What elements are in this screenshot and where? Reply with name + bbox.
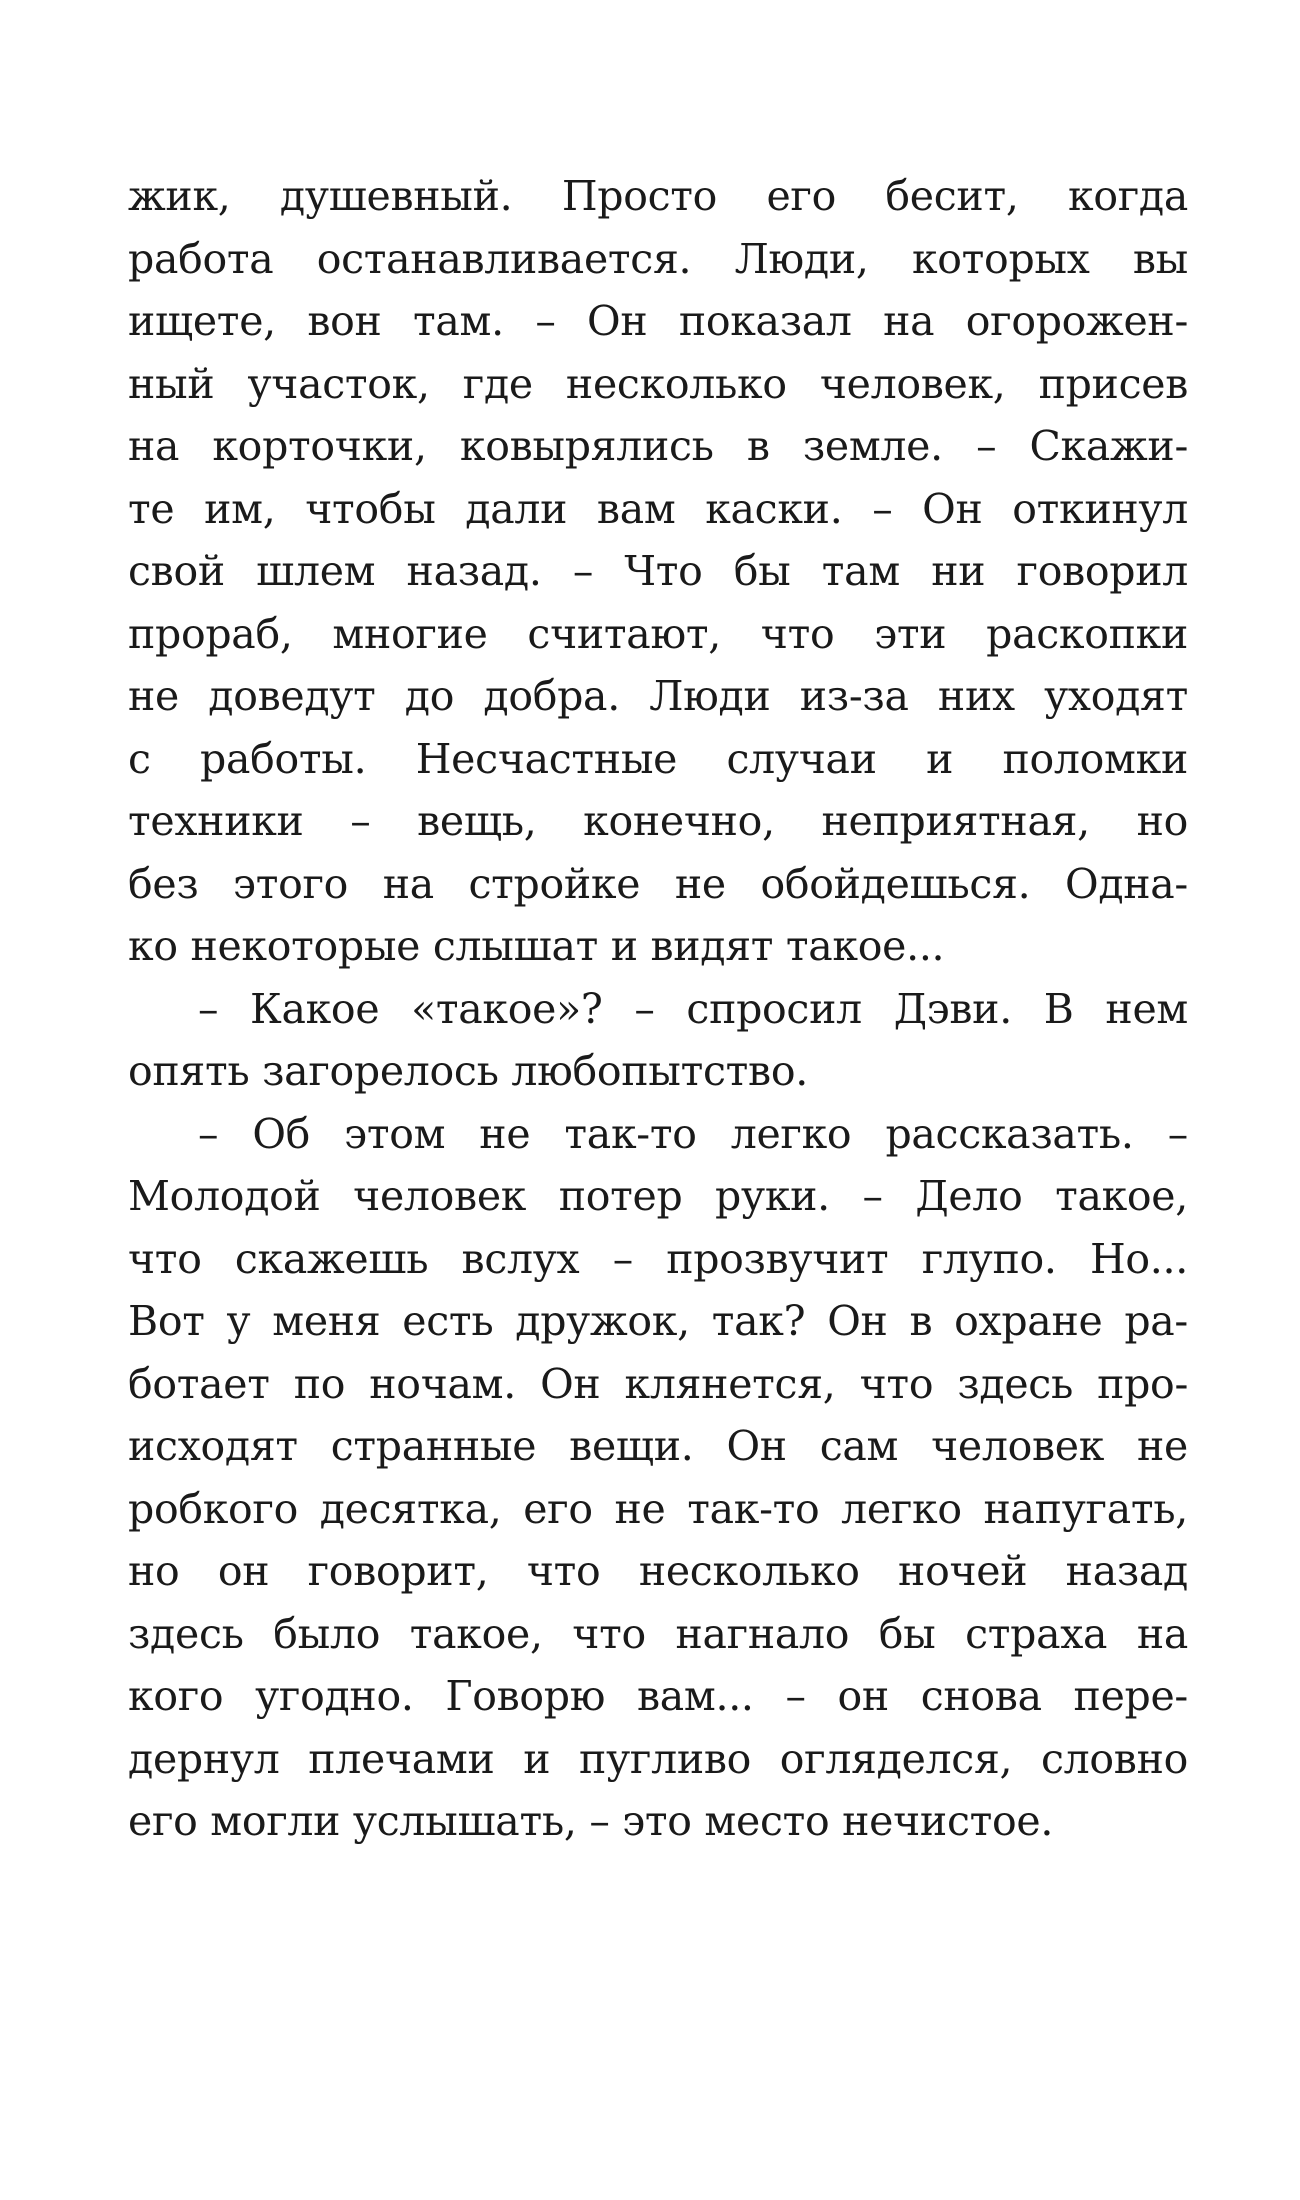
text-line: опять загорелось любопытство. (128, 1047, 808, 1095)
text-line: робкого десятка, его не так-то легко напугать, (128, 1484, 1188, 1533)
text-line-paragraph-start: – Об этом не так-то легко рассказать. – (198, 1109, 1188, 1158)
text-line: без этого на стройке не обойдешься. Одна- (128, 859, 1188, 908)
text-line: что скажешь вслух – прозвучит глупо. Но... (128, 1234, 1188, 1283)
text-line: на корточки, ковырялись в земле. – Скажи- (128, 422, 1188, 470)
text-line: жик, душевный. Просто его бесит, когда (128, 172, 1188, 220)
text-line: работа останавливается. Люди, которых вы (128, 234, 1188, 283)
text-line: ищете, вон там. – Он показал на огорожен- (128, 297, 1188, 345)
text-line: его могли услышать, – это место нечистое. (128, 1797, 1054, 1845)
text-line: но он говорит, что несколько ночей назад (128, 1547, 1188, 1595)
text-line: ко некоторые слышат и видят такое... (128, 922, 945, 970)
text-line: ный участок, где несколько человек, присев (128, 359, 1188, 408)
page-text (128, 165, 1188, 1853)
text-line: Вот у меня есть дружок, так? Он в охране ра- (128, 1297, 1188, 1345)
text-line: прораб, многие считают, что эти раскопки (128, 609, 1188, 658)
text-line: кого угодно. Говорю вам... – он снова пере- (128, 1672, 1188, 1720)
text-line: здесь было такое, что нагнало бы страха на (128, 1609, 1188, 1658)
text-line: с работы. Несчастные случаи и поломки (128, 734, 1188, 783)
text-line: исходят странные вещи. Он сам человек не (128, 1422, 1188, 1470)
text-line: те им, чтобы дали вам каски. – Он откинул (128, 484, 1188, 533)
text-line: техники – вещь, конечно, неприятная, но (128, 797, 1188, 845)
text-line: ботает по ночам. Он клянется, что здесь про- (128, 1359, 1188, 1408)
text-line-paragraph-start: – Какое «такое»? – спросил Дэви. В нем (198, 984, 1188, 1033)
text-line: не доведут до добра. Люди из-за них уходят (128, 672, 1188, 720)
text-line: свой шлем назад. – Что бы там ни говорил (128, 547, 1188, 595)
text-line: Молодой человек потер руки. – Дело такое, (128, 1172, 1188, 1220)
text-line: дернул плечами и пугливо огляделся, словно (128, 1734, 1188, 1783)
